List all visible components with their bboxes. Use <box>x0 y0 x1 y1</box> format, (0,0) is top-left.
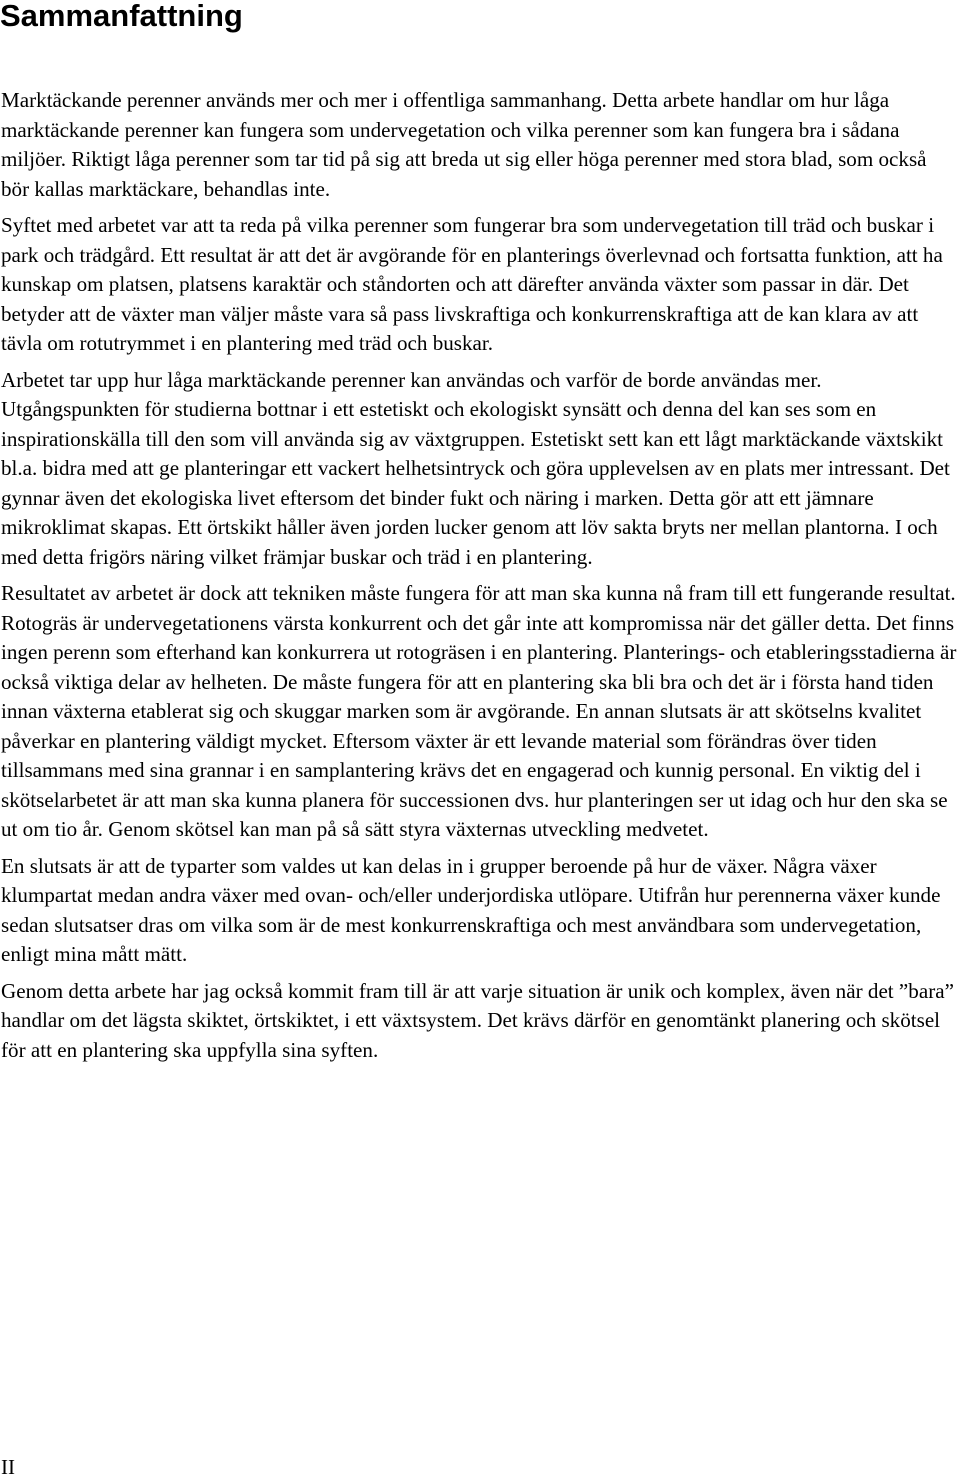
sentence: Ett örtskikt håller även jorden lucker genom att löv sakta bryts ner mellan plantorna. <box>177 515 890 539</box>
sentence: Riktigt låga perenner som tar tid på sig att breda ut sig eller höga perenner med stora blad, som också bör kallas marktäckare, behandlas inte. <box>1 147 927 201</box>
sentence: Några växer klumpartat medan andra växer med ovan- och/eller underjordiska utlöpare. <box>1 853 877 907</box>
paragraph <box>1 852 959 970</box>
sentence: Det krävs därför en genomtänkt planering och skötsel för att en plantering ska uppfylla sina syften. <box>1 1008 941 1062</box>
sentence: Genom detta arbete har jag också kommit fram till är att varje situation är unik och komplex, även när det ”bara” handlar om det lägsta skiktet, örtskiktet, i ett växtsystem. <box>1 978 954 1032</box>
sentence: Det gynnar även det ekologiska livet eftersom det binder fukt och näring i marken. <box>1 456 950 510</box>
sentence: Marktäckande perenner används mer och mer i offentliga sammanhang. <box>1 88 607 112</box>
sentence: En slutsats är att de typarter som valdes ut kan delas in i grupper beroende på hur de växer. <box>1 853 768 878</box>
sentence: Rotogräs är undervegetationens värsta konkurrent och det går inte att kompromissa när det gäller detta. <box>1 610 871 635</box>
sentence: Detta arbete handlar om hur låga marktäckande perenner kan fungera som undervegetation och vilka perenner som kan fungera bra i sådana miljöer. <box>1 88 900 171</box>
paragraph <box>1 366 959 573</box>
paragraph <box>1 977 959 1066</box>
sentence: En viktig del i skötselarbetet är att man ska kunna planera för successionen dvs. hur planteringen ser ut idag och hur den ska se ut om tio år. <box>1 758 948 841</box>
page-title: Sammanfattning <box>0 0 243 33</box>
page-number: II <box>1 1455 15 1479</box>
paragraph <box>1 86 959 204</box>
sentence: Estetiskt sett kan ett lågt marktäckande växtskikt bl.a. bidra med att ge planteringar ett vackert helhetsintryck och göra upplevelsen av en plats mer intressant. <box>1 426 943 480</box>
sentence: Det finns ingen perenn som efterhand kan konkurrera ut rotogräsen i en plantering. <box>1 610 955 664</box>
sentence: Resultatet av arbetet är dock att tekniken måste fungera för att man ska kunna nå fram till ett fungerande resultat. <box>1 581 956 605</box>
sentence: Det betyder att de växter man väljer måste vara så pass livskraftiga och konkurrenskraftiga att de kan klara av att tävla om rotutrymmet i en plantering med träd och buskar. <box>1 272 919 355</box>
sentence: De måste fungera för att en plantering ska bli bra och det är i första hand tiden innan växterna etablerat sig och skuggar marken som är avgörande. <box>1 669 934 723</box>
sentence: Ett resultat är att det är avgörande för en planterings överlevnad och fortsatta funktion, att ha kunskap om platsen, platsens karaktär och ståndorten och att därefter använda växter som passar in där. <box>1 242 943 296</box>
sentence: Arbetet tar upp hur låga marktäckande perenner kan användas och varför de borde användas mer. <box>1 367 822 392</box>
sentence: Detta gör att ett jämnare mikroklimat skapas. <box>1 485 874 539</box>
sentence: I och med detta frigörs näring vilket främjar buskar och träd i en plantering. <box>1 515 938 569</box>
sentence: Syftet med arbetet var att ta reda på vilka perenner som fungerar bra som undervegetation till träd och buskar i park och trädgård. <box>1 213 935 267</box>
body-text <box>1 86 959 1072</box>
sentence: Utifrån hur perennerna växer kunde sedan slutsatser dras om vilka som är de mest konkurrenskraftiga och mest användbara som undervegetation, enligt mina mått mätt. <box>1 883 941 966</box>
sentence: Utgångspunkten för studierna bottnar i ett estetiskt och ekologiskt synsätt och denna del kan ses som en inspirationskälla till den som vill använda sig av växtgruppen. <box>1 397 877 451</box>
sentence: Planterings- och etableringsstadierna är också viktiga delar av helheten. <box>1 640 957 694</box>
paragraph <box>1 211 959 359</box>
sentence: En annan slutsats är att skötselns kvalitet påverkar en plantering väldigt mycket. <box>1 699 922 753</box>
sentence: Eftersom växter är ett levande material som förändras över tiden tillsammans med sina grannar i en samplantering krävs det en engagerad och kunnig personal. <box>1 728 877 782</box>
sentence: Genom skötsel kan man på så sätt styra växternas utveckling medvetet. <box>108 817 709 841</box>
paragraph <box>1 579 959 845</box>
